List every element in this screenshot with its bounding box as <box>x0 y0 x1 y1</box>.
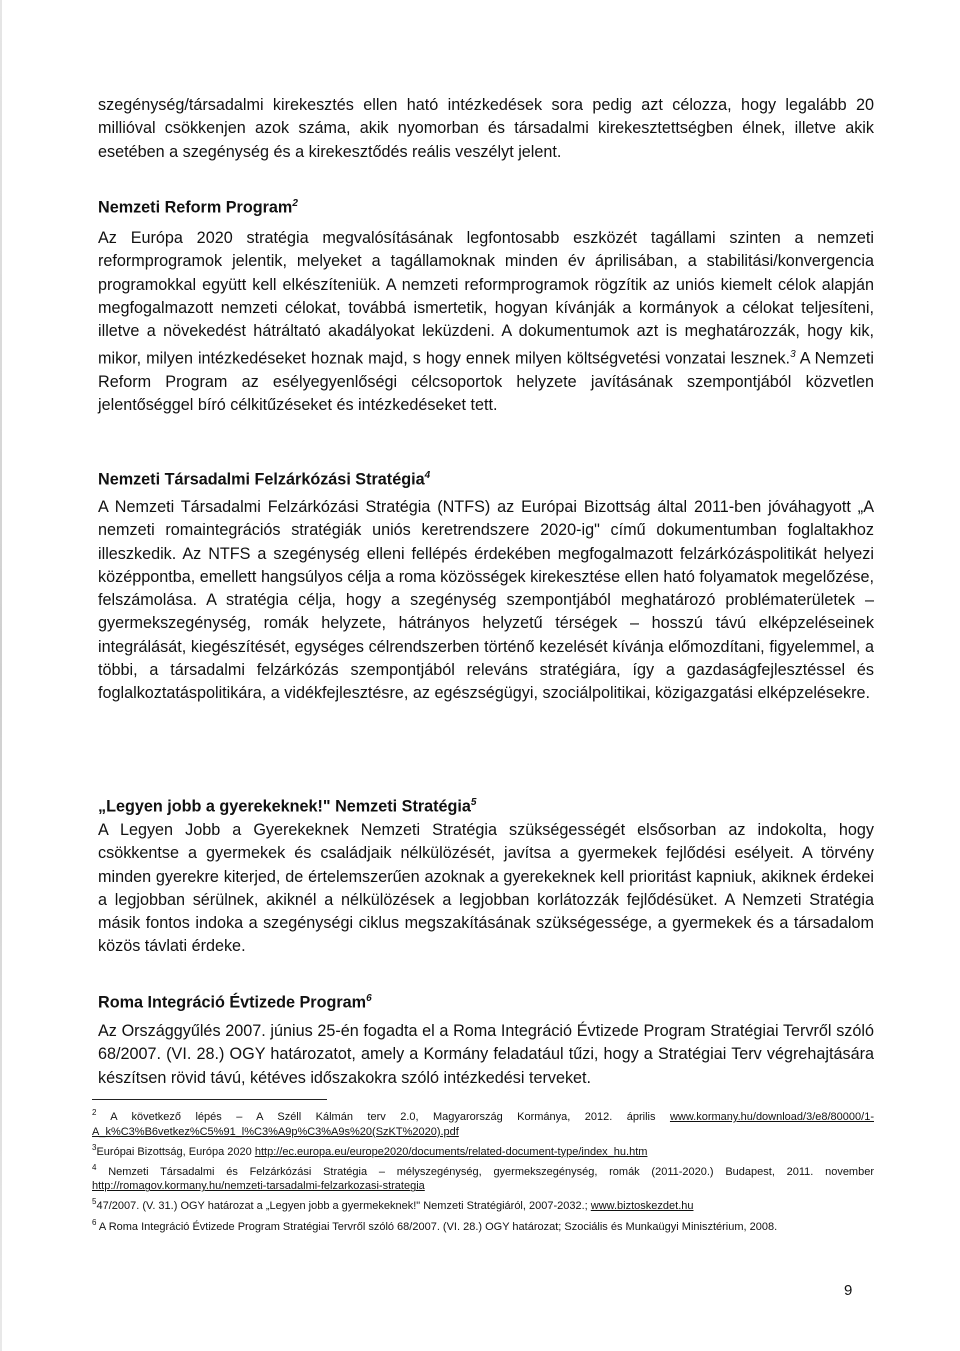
footnote-link[interactable]: http://ec.europa.eu/europe2020/documents/related-document-type/index_hu.htm <box>254 1145 648 1158</box>
footnote-ref: 4 <box>424 470 431 481</box>
footnote-4: $^4$ Nemzeti Társadalmi és Felzárkózási Stratégia – mélyszegénység, gyermekszegénység, romák (2011-2020.) Budapest, 2011. november http://romagov.kormany.hu/nemzeti-tarsadalmi-felzarkozasi-strategia <box>92 1162 874 1193</box>
footnote-divider <box>92 1099 327 1100</box>
section-body-ntfs: A Nemzeti Társadalmi Felzárkózási Stratégia (NTFS) az Európai Bizottság által 2011-ben jóváhagyott „A nemzeti romaintegrációs stratégiák uniós keretrendszere 2020-ig" című dokumentumban foglaltakhoz illeszkedik. Az NTFS a szegénység elleni fellépés érdekében megfogalmazott felzárkózáspolitikát helyezi középpontba, emellett hangsúlyos célja a roma közösségek kirekesztése ellen ható folyamatok megelőzése, felszámolása. A stratégia célja, hogy a szegénység szempontjából meghatározó problématerületek – gyermekszegénység, romák helyzete, hátrányos helyzetű térségek – hosszú távú elképzeléseinek integrálását, kiegészítését, egységes célrendszerben történő kezelését kívánja előmozdítani, figyelemmel, a többi, a társadalmi felzárkózás szempontjából releváns stratégiára, így a gazdaságfejlesztéssel és foglalkoztatáspolitikára, a vidékfejlesztésre, az egészségügyi, szociálpolitikai, közigazgatási elképzelésekre. <box>98 498 874 703</box>
section-body-legyen-jobb: A Legyen Jobb a Gyerekeknek Nemzeti Stratégia szükségességét elsősorban az indokolta, hogy csökkentse a gyermekek és családjaik nélkülözését, javítsa a gyermekek fejlődési esélyeit. A törvény minden gyerekre kiterjed, de értelemszerűen azoknak a gyerekeknek kell prioritást kapniuk, akiknek érdekei a legjobban sérülnek, akiknél a nélkülözések a legjobban korlátozzák fejlődésüket. A Nemzeti Stratégia másik fontos indoka a szegénységi ciklus megszakításának szükségessége, a gyermekek és a társadalom közös távlati érdeke. <box>98 821 874 956</box>
footnote-ref: 3 <box>790 349 796 361</box>
section-heading-ntfs: Nemzeti Társadalmi Felzárkózási Stratégia$^4$ <box>98 470 431 489</box>
footnote-link[interactable]: http://romagov.kormany.hu/nemzeti-tarsadalmi-felzarkozasi-strategia <box>92 1180 425 1193</box>
footnote-3: $^3$Európai Bizottság, Európa 2020 http://ec.europa.eu/europe2020/documents/related-document-type/index_hu.htm <box>92 1142 648 1158</box>
section-body-roma-integracio: Az Országgyűlés 2007. június 25-én fogadta el a Roma Integráció Évtizede Program Stratégiai Tervről szóló 68/2007. (VI. 28.) OGY határozatot, amely a Kormány feladatául tűzi, hogy a Stratégiai Terv végrehajtására készítsen rövid távú, kétéves időszakokra szóló intézkedési terveket. <box>98 1022 874 1087</box>
section-heading-roma-integracio: Roma Integráció Évtizede Program$^6$ <box>98 993 372 1012</box>
footnote-ref: 5 <box>470 797 477 808</box>
intro-paragraph: szegénység/társadalmi kirekesztés ellen ható intézkedések sora pedig azt célozza, hogy legalább 20 millióval csökkenjen azok száma, akik nyomorban és társadalmi kirekesztettségben élnek, illetve akik esetében a szegénység és a kirekesztődés reális veszélyt jelent. <box>98 96 874 161</box>
footnote-2: $^2$ A következő lépés – A Széll Kálmán terv 2.0, Magyarország Kormánya, 2012. április www.kormany.hu/download/3/e8/80000/1-A_k%C3%B6vetkez%C5%91_l%C3%A9p%C3%A9s%20(SzKT%2020).pdf <box>92 1108 874 1138</box>
footnote-6: $^6$ A Roma Integráció Évtizede Program Stratégiai Tervről szóló 68/2007. (VI. 28.) OGY határozat; Szociális és Munkaügyi Minisztérium, 2008. <box>92 1217 778 1233</box>
section-body-nemzeti-reform-program: Az Európa 2020 stratégia megvalósításának legfontosabb eszközét tagállami szinten a nemzeti reformprogramok jelentik, melyeket a tagállamoknak minden év áprilisában, a stabilitási/konvergencia programokkal együtt kell elkészíteniük. A nemzeti reformprogramok rögzítik az uniós kiemelt célok alapján megfogalmazott nemzeti célokat, továbbá ismertetik, hogyan kívánják a kormányok a célokat teljesíteni, illetve a növekedést hátráltató akadályokat leküzdeni. A dokumentumok azt is meghatározzák, hogy kik, mikor, milyen intézkedéseket hoznak majd, s hogy ennek milyen költségvetési vonzatai lesznek.$^3$ A Nemzeti Reform Program az esélyegyenlőségi célcsoportok helyzete javításának szempontjából közvetlen jelentőséggel bíró célkitűzéseket és intézkedéseket tett. <box>98 229 875 415</box>
footnote-link[interactable]: www.kormany.hu/download/3/e8/80000/1-A_k%C3%B6vetkez%C5%91_l%C3%A9p%C3%A9s%20(SzKT%2020).pdf <box>92 1111 874 1138</box>
footnote-link[interactable]: www.biztoskezdet.hu <box>590 1200 694 1213</box>
footnote-ref: 2 <box>292 198 298 209</box>
section-heading-nemzeti-reform-program: Nemzeti Reform Program$^2$ <box>98 198 298 217</box>
footnotes <box>92 1099 874 1236</box>
scan-edge <box>0 0 2 1351</box>
page-number: 9 <box>844 1282 853 1299</box>
footnote-ref: 6 <box>366 993 372 1004</box>
footnote-5: $^5$47/2007. (V. 31.) OGY határozat a „Legyen jobb a gyermekeknek!" Nemzeti Stratégiáról, 2007-2032.; www.biztoskezdet.hu <box>92 1197 694 1213</box>
section-heading-legyen-jobb: „Legyen jobb a gyerekeknek!" Nemzeti Stratégia$^5$ <box>98 797 477 816</box>
